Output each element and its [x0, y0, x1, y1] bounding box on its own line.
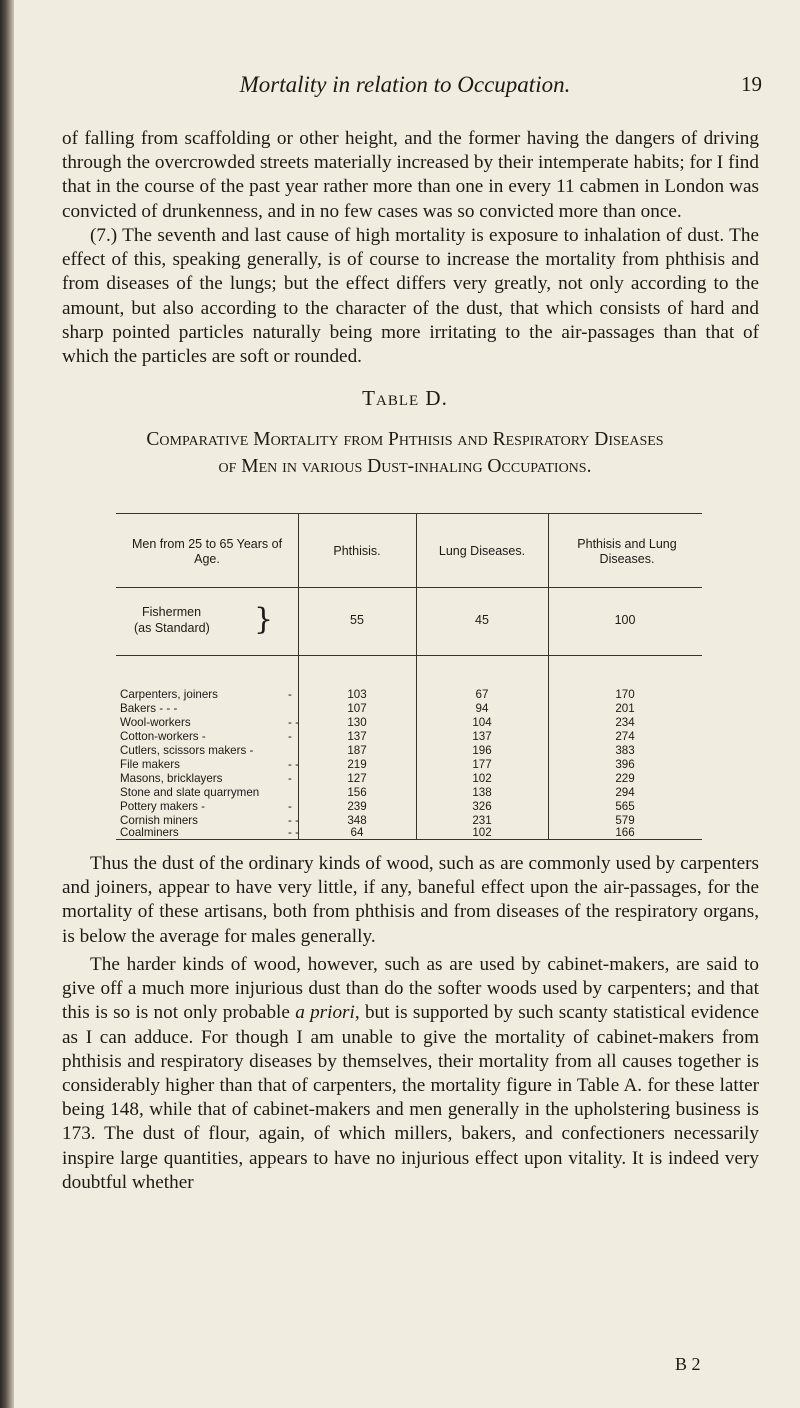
phthisis-value: 127 [347, 772, 367, 785]
lung-value: 231 [472, 814, 492, 827]
running-title: Mortality in relation to Occupation. [239, 72, 571, 97]
book-binding-edge [0, 0, 14, 1408]
standard-label-line1: Fishermen [142, 605, 202, 619]
total-value: 170 [615, 688, 635, 701]
occupation-name: Cotton-workers - [120, 730, 206, 743]
total-value: 166 [615, 826, 635, 839]
occupation-name: Bakers - - - [120, 702, 178, 715]
occupation-name: Cutlers, scissors makers - [120, 744, 254, 757]
total-value: 229 [615, 772, 635, 785]
leader-dash: - [288, 688, 292, 701]
occupation-name: File makers [120, 758, 180, 771]
leader-dash: - [288, 800, 292, 813]
mortality-table [116, 513, 702, 839]
leader-dash: - [288, 730, 292, 743]
paragraph-harder-woods-text-b: , but is supported by such scanty statistical evidence as I can adduce. For though I am unable to give the mortality of cabinet-makers from phthisis and respiratory diseases by themselves, their mortality from all causes together is considerably higher than that of carpenters, the mortality figure in Table A. for these latter being 148, while that of cabinet-makers and men generally in the upholstering business is 173. The dust of flour, again, of which millers, bakers, and confectioners necessarily inspire large quantities, appears to have no injurious effect upon vitality. It is indeed very doubtful whether [62, 1002, 759, 1193]
table-row [116, 826, 702, 839]
leader-dash: - - [288, 716, 299, 729]
paragraph-carpenters [62, 852, 759, 949]
total-value: 383 [615, 744, 635, 757]
occupation-name: Coalminers [120, 826, 179, 839]
table-row [116, 786, 702, 799]
standard-phthisis: 55 [350, 613, 364, 627]
leader-dash: - [288, 772, 292, 785]
header-lung-diseases: Lung Diseases. [438, 544, 526, 558]
table-row [116, 688, 702, 701]
header-phthisis: Phthisis. [333, 544, 381, 558]
occupation-name: Stone and slate quarrymen [120, 786, 260, 799]
phthisis-value: 239 [347, 800, 367, 813]
lung-value: 94 [475, 702, 489, 715]
occupation-name: Pottery makers - [120, 800, 206, 813]
total-value: 201 [615, 702, 635, 715]
standard-brace: } [254, 602, 274, 637]
lung-value: 138 [472, 786, 492, 799]
total-value: 579 [615, 814, 635, 827]
page-number: 19 [741, 72, 762, 96]
lung-value: 177 [472, 758, 492, 771]
phthisis-value: 348 [347, 814, 367, 827]
phthisis-value: 156 [347, 786, 367, 799]
leader-dash: - - [288, 814, 299, 827]
lung-value: 137 [472, 730, 492, 743]
table-rule-header [116, 587, 702, 588]
standard-total: 100 [614, 613, 636, 627]
signature-mark: B 2 [675, 1354, 701, 1374]
table-row [116, 800, 702, 813]
lung-value: 67 [475, 688, 489, 701]
occupation-name: Wool-workers [120, 716, 191, 729]
table-rule-bottom [116, 839, 702, 840]
lung-value: 104 [472, 716, 492, 729]
table-label: Table D. [362, 386, 448, 410]
paragraph-seventh-cause [62, 224, 759, 369]
occupation-name: Masons, bricklayers [120, 772, 223, 785]
phthisis-value: 103 [347, 688, 367, 701]
paragraph-harder-woods-text-a: The harder kinds of wood, however, such as are used by cabinet-makers, are said to give off a much more injurious dust than do the softer woods used by carpenters; and that this is so is not only probable [62, 954, 759, 1024]
standard-lung: 45 [475, 613, 489, 627]
running-head [40, 72, 770, 112]
occupation-name: Carpenters, joiners [120, 688, 218, 701]
leader-dash: - - [288, 758, 299, 771]
table-rule-top [116, 513, 702, 514]
occupation-name: Cornish miners [120, 814, 198, 827]
phthisis-value: 187 [347, 744, 367, 757]
header-age-group: Men from 25 to 65 Years of Age. [131, 537, 283, 566]
table-row [116, 744, 702, 757]
phthisis-value: 64 [350, 826, 364, 839]
header-phthisis-and-lung: Phthisis and Lung Diseases. [577, 537, 677, 566]
total-value: 294 [615, 786, 635, 799]
table-caption [40, 426, 770, 480]
paragraph-harder-woods [62, 953, 759, 1195]
lung-value: 102 [472, 826, 492, 839]
table-rule-standard [116, 655, 702, 656]
table-row [116, 730, 702, 743]
table-caption-line1: Comparative Mortality from Phthisis and Respiratory Diseases [146, 429, 664, 450]
paragraph-falling-cabmen: of falling from scaffolding or other height, and the former having the dangers of driving through the overcrowded streets materially increased by their intemperate habits; for I find that in the course of the past year rather more than one in every 11 cabmen in London was convicted of drunkenness, and in no few cases was so convicted more than once. [62, 128, 759, 222]
total-value: 565 [615, 800, 635, 813]
paragraph-carpenters-text: Thus the dust of the ordinary kinds of wood, such as are commonly used by carpenters and joiners, appear to have very little, if any, baneful effect upon the air-passages, for the mortality of these artisans, both from phthisis and from diseases of the respiratory organs, is below the average for males generally. [62, 853, 759, 947]
italic-a-priori: a priori [295, 1002, 355, 1024]
total-value: 396 [615, 758, 635, 771]
phthisis-value: 130 [347, 716, 367, 729]
table-row [116, 758, 702, 771]
phthisis-value: 137 [347, 730, 367, 743]
paragraph-seventh-cause-text: (7.) The seventh and last cause of high mortality is exposure to inhalation of dust. The effect of this, speaking generally, is of course to increase the mortality from phthisis and from diseases of the lungs; but the effect differs very greatly, not only according to the amount, but also according to the character of the dust, that which consists of hard and sharp pointed particles naturally being more irritating to the air-passages than that of which the particles are soft or rounded. [62, 225, 759, 368]
lung-value: 196 [472, 744, 492, 757]
table-row [116, 772, 702, 785]
lung-value: 102 [472, 772, 492, 785]
table-row [116, 716, 702, 729]
phthisis-value: 219 [347, 758, 367, 771]
lung-value: 326 [472, 800, 492, 813]
table-row [116, 702, 702, 715]
phthisis-value: 107 [347, 702, 367, 715]
standard-label-line2: (as Standard) [134, 621, 210, 635]
leader-dash: - - [288, 826, 299, 839]
table-caption-line2: of Men in various Dust-inhaling Occupations. [218, 456, 592, 477]
total-value: 274 [615, 730, 635, 743]
total-value: 234 [615, 716, 635, 729]
